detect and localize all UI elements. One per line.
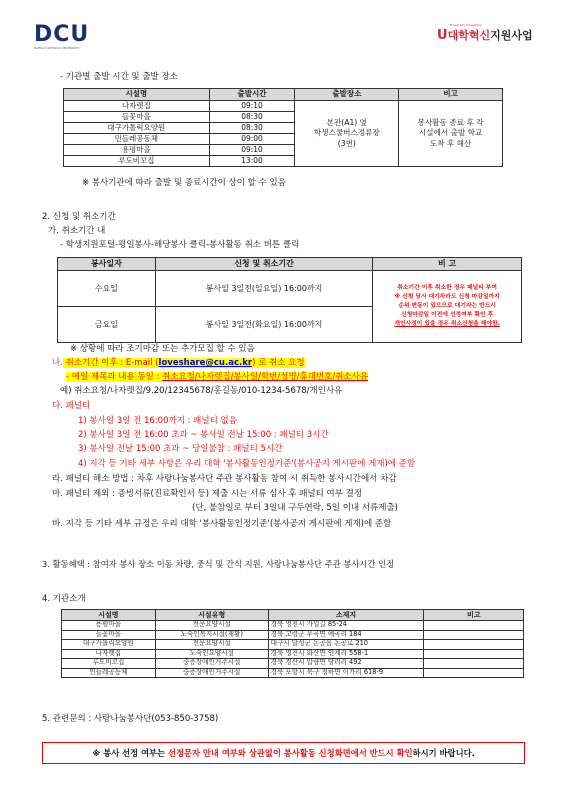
departure-header: 출발장소	[295, 89, 399, 101]
institution-name: 나자렛집	[62, 649, 156, 659]
apply-header: 비 고	[373, 258, 522, 271]
institution-name: 민들레공동체	[62, 668, 156, 678]
institution-name: 들꽃마을	[62, 630, 156, 640]
service-day: 수요일	[58, 271, 156, 307]
departure-header: 비고	[399, 89, 503, 101]
table-row	[62, 621, 524, 631]
institution-name: 용평마을	[62, 621, 156, 631]
other-rules: 바. 지각 등 기타 세부 규정은 우리 대학 '봉사활동인정기준'(봉사공지 게시판에 게재)에 준함	[52, 519, 392, 529]
institution-header: 비고	[424, 610, 524, 621]
innovation-logo-tagline: University Innovation	[450, 23, 482, 27]
apply-header: 신청 및 취소기간	[155, 258, 373, 271]
departure-intro: - 기관별 출발 시간 및 출발 장소	[60, 72, 178, 82]
table-row	[64, 101, 503, 112]
departure-time: 13:00	[209, 156, 295, 167]
institution-address: 경북 경산시 압량면 당리리 492	[268, 659, 424, 669]
facility-name: 대구가톨릭요양원	[64, 123, 210, 134]
departure-time: 09:10	[209, 101, 295, 112]
departure-table	[63, 88, 503, 167]
section-apply-sub-a: 가. 취소기간 내	[48, 226, 106, 236]
cancel-example: 예) 취소요청/나자렛집/9.20/12345678/홍길동/010-1234-5678/개인사유	[60, 386, 343, 396]
institution-type: 중증장애인거주시설	[155, 668, 268, 678]
apply-remark: 취소기간 이후 취소한 경우 패널티 부여 ※ 신청 당시 대기자라도 신청 마감일까지 순위 변동이 있으므로 대기자는 반드시 신청마감일 이전에 선정여부 확인 후 개인사정이 있을 경우 취소신청을 해야함.	[373, 271, 522, 343]
apply-note: ※ 상황에 따라 조기마감 또는 추가모집 할 수 있음	[70, 344, 255, 354]
innovation-logo-rest: 지원사업	[490, 29, 533, 42]
service-day: 금요일	[58, 307, 156, 343]
institution-type: 노숙인복지시설(재활)	[155, 630, 268, 640]
institution-remark	[424, 649, 524, 659]
cancel-email-link[interactable]: loveshare@cu.ac.kr	[158, 358, 253, 368]
institution-remark	[424, 621, 524, 631]
facility-name: 나자렛집	[64, 101, 210, 112]
institution-remark	[424, 640, 524, 650]
dcu-logo-subtitle: DAEGU CATHOLIC UNIVERSITY	[34, 46, 80, 50]
institution-address: 경북 영천시 가일길 85-24	[268, 621, 424, 631]
penalty-item: 2) 봉사일 3일 전 16:00 초과 ~ 봉사일 전날 15:00 : 패널티 3시간	[78, 430, 329, 440]
institution-address: 경북 영천시 화산면 연계리 558-1	[268, 649, 424, 659]
section-apply-desc: - 학생지원포털-평일봉사-해당봉사 클릭-봉사활동 취소 버튼 클릭	[60, 240, 300, 250]
institution-type: 전문요양시설	[155, 640, 268, 650]
institution-remark	[424, 659, 524, 669]
table-row	[62, 640, 524, 650]
departure-footnote: ※ 봉사기관에 따라 출발 및 종료시간이 상이 할 수 있음	[82, 178, 286, 188]
table-row	[62, 668, 524, 678]
institution-type: 전문요양시설	[155, 621, 268, 631]
penalty-item: 3) 봉사일 전날 15:00 초과 ~ 당일불참 : 패널티 5시간	[78, 444, 283, 454]
institution-remark	[424, 668, 524, 678]
departure-header: 시설명	[64, 89, 210, 101]
facility-name: 민들레공동체	[64, 134, 210, 145]
penalty-item: 4) 지각 등 기타 세부 사항은 우리 대학 '봉사활동인정기준'(봉사공지 게시판에 게재)에 준함	[78, 459, 416, 469]
section-apply-title: 2. 신청 및 취소기간	[42, 212, 116, 222]
institution-header: 시설명	[62, 610, 156, 621]
facility-name: 용평마을	[64, 145, 210, 156]
institutions-table	[61, 609, 524, 678]
apply-period-table	[57, 257, 522, 343]
mail-format-line: - 메일 제목과 내용 동일 : 취소요청/나자렛집/봉사일/학번/성명/휴대번호/취소사유	[66, 372, 369, 382]
institution-name: 대구가톨릭요양원	[62, 640, 156, 650]
institution-address: 경북 포항시 북구 청하면 이가리 618-9	[268, 668, 424, 678]
facility-name: 들꽃마을	[64, 112, 210, 123]
apply-deadline: 봉사일 3일전(화요일) 16:00까지	[155, 307, 373, 343]
cancel-after-line: 나. 취소기간 이후 : E-mail (loveshare@cu.ac.kr) 로 취소 요청	[52, 358, 305, 368]
institution-type: 중증장애인거주시설	[155, 659, 268, 669]
dcu-logo: DCU	[34, 22, 90, 47]
section-institutions-title: 4. 기관소개	[42, 594, 86, 604]
section-benefit: 3. 활동혜택 : 참여자 봉사 장소 이동 차량, 중식 및 간식 지원, 사랑나눔봉사단 주관 봉사시간 인정	[42, 559, 395, 569]
departure-time: 08:30	[209, 123, 295, 134]
departure-place: 본관(A1) 옆 학생스쿨버스정류장 (3번)	[295, 101, 399, 167]
departure-time: 08:30	[209, 112, 295, 123]
institution-type: 노숙인요양시설	[155, 649, 268, 659]
departure-header: 출발시간	[209, 89, 295, 101]
penalty-title: 다. 패널티	[52, 401, 91, 411]
institution-header: 시설유형	[155, 610, 268, 621]
final-notice-box: ※ 봉사 선정 여부는 선정문자 안내 여부와 상관없이 봉사활동 신청화면에서 반드시 확인하시기 바랍니다.	[42, 742, 525, 764]
innovation-logo	[437, 23, 533, 43]
section-contact: 5. 관련문의 : 사랑나눔봉사단(053-850-3758)	[42, 714, 219, 724]
penalty-exclude-sub: (단, 불참일로 부터 3일내 구두연락, 5일 이내 서류제출)	[192, 503, 398, 513]
departure-remark: 봉사활동 종료 후 각 시설에서 출발 학교 도착 후 해산	[399, 101, 503, 167]
facility-name: 루도비꼬집	[64, 156, 210, 167]
penalty-exclude: 마. 패널티 제외 : 증빙서류(진료확인서 등) 제출 시는 서류 심사 후 패널티 여부 결정	[52, 489, 363, 499]
institution-address: 경북 고령군 우곡면 예곡리 184	[268, 630, 424, 640]
apply-header: 봉사일자	[58, 258, 156, 271]
table-row	[58, 271, 522, 307]
departure-time: 09:00	[209, 134, 295, 145]
apply-deadline: 봉사일 3일전(일요일) 16:00까지	[155, 271, 373, 307]
penalty-item: 1) 봉사일 3일 전 16:00까지 : 패널티 없음	[78, 416, 237, 426]
table-row	[62, 659, 524, 669]
institution-header: 소재지	[268, 610, 424, 621]
penalty-resolve: 라. 패널티 해소 방법 : 차후 사랑나눔봉사단 주관 봉사활동 참여 시 취득한 봉사시간에서 차감	[52, 474, 397, 484]
institution-address: 대구시 달성군 논공읍 논공로 210	[268, 640, 424, 650]
innovation-logo-mark: U	[437, 28, 448, 43]
institution-remark	[424, 630, 524, 640]
institution-name: 루도비꼬집	[62, 659, 156, 669]
innovation-logo-highlight: 대학혁신	[447, 29, 491, 42]
departure-time: 09:10	[209, 145, 295, 156]
